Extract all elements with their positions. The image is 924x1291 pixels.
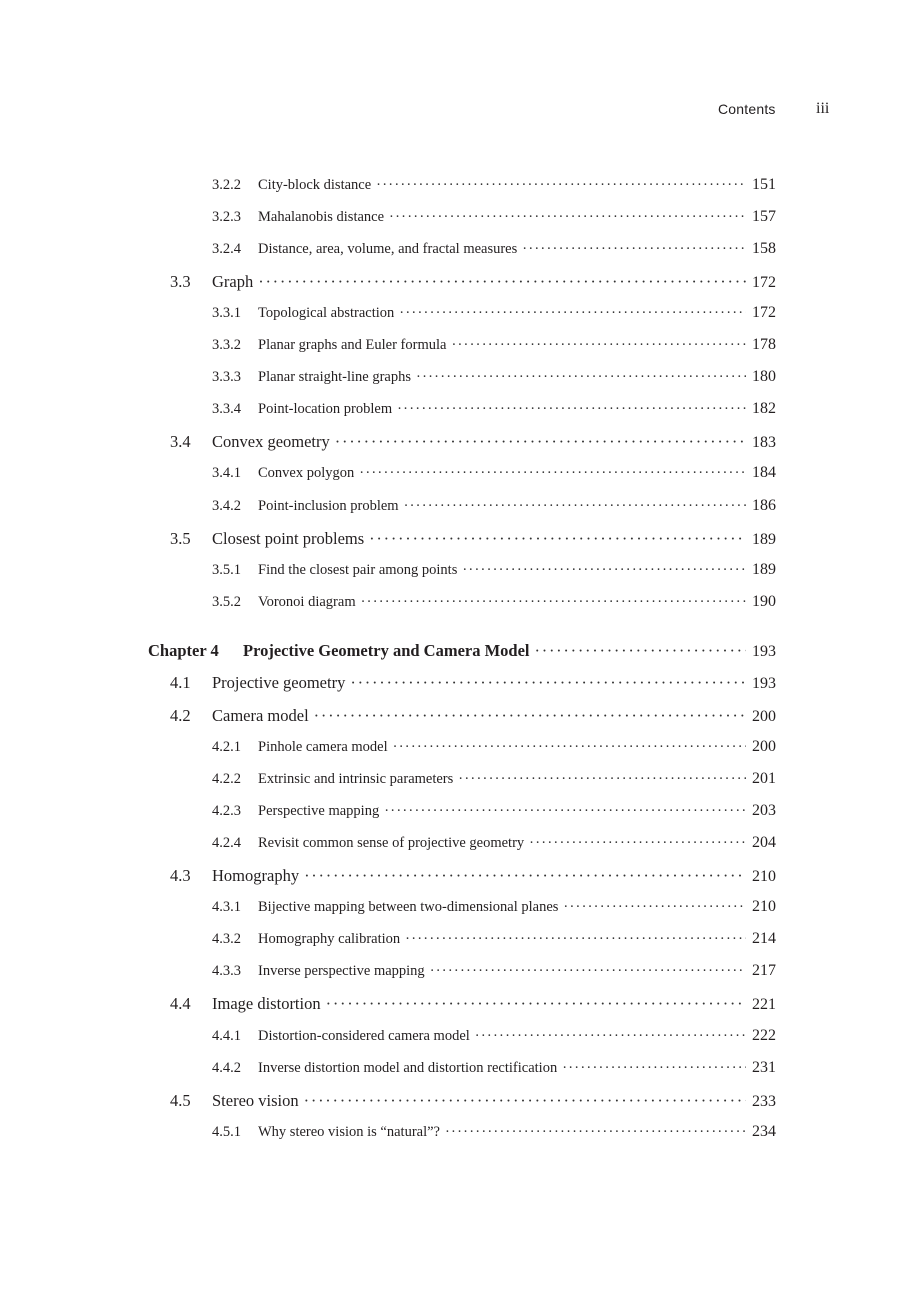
dot-leader: [389, 209, 746, 226]
toc-entry-chap[interactable]: [148, 641, 776, 665]
toc-entry-number: 4.5.1: [212, 1124, 241, 1140]
toc-entry-title: Voronoi diagram: [258, 594, 356, 610]
dot-leader: [535, 641, 746, 661]
toc-entry-sub[interactable]: [212, 497, 776, 521]
toc-entry-sub[interactable]: [212, 738, 776, 762]
toc-entry-page: 184: [752, 464, 776, 481]
toc-entry-title: Distortion-considered camera model: [258, 1028, 470, 1044]
toc-entry-sub[interactable]: [212, 176, 776, 200]
toc-entry-sub[interactable]: [212, 834, 776, 858]
toc-entry-number: 3.5: [170, 529, 191, 548]
toc-entry-title: Point-location problem: [258, 401, 393, 417]
toc-entry-page: 172: [752, 274, 776, 291]
toc-entry-page: 151: [752, 176, 776, 193]
toc-entry-page: 200: [752, 708, 776, 725]
toc-entry-title: Why stereo vision is “natural”?: [258, 1124, 440, 1140]
toc-entry-number: 4.4.2: [212, 1060, 241, 1076]
toc-entry-sec[interactable]: [170, 432, 776, 456]
toc-entry-sub[interactable]: [212, 1059, 776, 1083]
toc-entry-number: 3.4.1: [212, 465, 241, 481]
toc-entry-title: City-block distance: [258, 177, 372, 193]
dot-leader: [451, 337, 746, 354]
toc-entry-number: 3.5.1: [212, 562, 241, 578]
toc-entry-page: 178: [752, 336, 776, 353]
toc-entry-sub[interactable]: [212, 240, 776, 264]
toc-entry-title: Inverse perspective mapping: [258, 963, 425, 979]
toc-entry-title: Projective geometry: [212, 673, 346, 692]
toc-entry-sub[interactable]: [212, 593, 776, 617]
toc-entry-number: 3.3.2: [212, 337, 241, 353]
toc-entry-number: 4.2.3: [212, 803, 241, 819]
toc-entry-sub[interactable]: [212, 898, 776, 922]
dot-leader: [397, 401, 746, 418]
toc-entry-page: 189: [752, 531, 776, 548]
toc-entry-page: 172: [752, 304, 776, 321]
toc-entry-sub[interactable]: [212, 1027, 776, 1051]
toc-entry-title: Pinhole camera model: [258, 739, 388, 755]
toc-entry-number: 4.3.3: [212, 963, 241, 979]
toc-entry-page: 183: [752, 434, 776, 451]
toc-entry-number: 4.4: [170, 994, 191, 1013]
toc-entry-number: 3.4: [170, 432, 191, 451]
toc-entry-sec[interactable]: [170, 272, 776, 296]
toc-entry-sec[interactable]: [170, 994, 776, 1018]
toc-entry-number: 4.3.1: [212, 899, 241, 915]
toc-entry-page: 193: [752, 643, 776, 660]
toc-entry-number: 3.2.2: [212, 177, 241, 193]
toc-entry-sub[interactable]: [212, 464, 776, 488]
toc-entry-page: 203: [752, 802, 776, 819]
toc-entry-title: Perspective mapping: [258, 803, 380, 819]
toc-entry-page: 193: [752, 675, 776, 692]
toc-entry-number: 4.4.1: [212, 1028, 241, 1044]
page-number: iii: [816, 100, 830, 117]
dot-leader: [405, 931, 746, 948]
dot-leader: [314, 706, 746, 726]
toc-entry-title: Topological abstraction: [258, 305, 395, 321]
toc-entry-title: Stereo vision: [212, 1091, 299, 1110]
dot-leader: [384, 803, 746, 820]
toc-entry-number: Chapter 4: [148, 641, 219, 660]
dot-leader: [326, 994, 746, 1014]
toc-entry-number: 3.3.4: [212, 401, 241, 417]
toc-entry-page: 210: [752, 868, 776, 885]
dot-leader: [399, 305, 746, 322]
toc-entry-number: 4.5: [170, 1091, 191, 1110]
toc-entry-sec[interactable]: [170, 1091, 776, 1115]
toc-entry-number: 3.3.3: [212, 369, 241, 385]
toc-entry-number: 4.2.1: [212, 739, 241, 755]
toc-entry-page: 180: [752, 368, 776, 385]
toc-entry-title: Planar straight-line graphs: [258, 369, 412, 385]
toc-entry-page: 210: [752, 898, 776, 915]
toc-entry-sub[interactable]: [212, 930, 776, 954]
dot-leader: [416, 369, 746, 386]
toc-entry-title: Find the closest pair among points: [258, 562, 458, 578]
dot-leader: [430, 963, 746, 980]
dot-leader: [304, 866, 746, 886]
toc-entry-page: 217: [752, 962, 776, 979]
toc-entry-sec[interactable]: [170, 866, 776, 890]
toc-entry-title: Revisit common sense of projective geometry: [258, 835, 525, 851]
dot-leader: [458, 771, 746, 788]
toc-entry-page: 204: [752, 834, 776, 851]
toc-entry-number: 4.2.2: [212, 771, 241, 787]
dot-leader: [563, 899, 746, 916]
dot-leader: [562, 1060, 746, 1077]
toc-entry-title: Homography calibration: [258, 931, 401, 947]
toc-entry-title: Inverse distortion model and distortion rectification: [258, 1060, 558, 1076]
toc-entry-title: Mahalanobis distance: [258, 209, 385, 225]
toc-entry-number: 4.3.2: [212, 931, 241, 947]
toc-entry-sub[interactable]: [212, 368, 776, 392]
toc-entry-title: Graph: [212, 272, 254, 291]
toc-entry-sub[interactable]: [212, 962, 776, 986]
toc-entry-sec[interactable]: [170, 673, 776, 697]
toc-entry-title: Image distortion: [212, 994, 321, 1013]
toc-entry-number: 4.2.4: [212, 835, 241, 851]
toc-entry-sub[interactable]: [212, 802, 776, 826]
toc-entry-page: 157: [752, 208, 776, 225]
toc-entry-page: 190: [752, 593, 776, 610]
dot-leader: [359, 465, 746, 482]
toc-entry-page: 200: [752, 738, 776, 755]
toc-entry-page: 189: [752, 561, 776, 578]
toc-entry-sub[interactable]: [212, 336, 776, 360]
toc-entry-page: 222: [752, 1027, 776, 1044]
dot-leader: [529, 835, 746, 852]
dot-leader: [335, 432, 746, 452]
toc-entry-title: Extrinsic and intrinsic parameters: [258, 771, 454, 787]
toc-entry-sub[interactable]: [212, 770, 776, 794]
dot-leader: [445, 1124, 746, 1141]
toc-entry-number: 3.3.1: [212, 305, 241, 321]
toc-entry-number: 3.3: [170, 272, 191, 291]
toc-entry-number: 4.1: [170, 673, 191, 692]
toc-entry-sub[interactable]: [212, 1123, 776, 1147]
toc-entry-sec[interactable]: [170, 529, 776, 553]
toc-entry-page: 234: [752, 1123, 776, 1140]
toc-entry-number: 3.2.3: [212, 209, 241, 225]
toc-entry-number: 3.4.2: [212, 498, 241, 514]
toc-entry-page: 182: [752, 400, 776, 417]
toc-entry-page: 214: [752, 930, 776, 947]
toc-entry-page: 186: [752, 497, 776, 514]
dot-leader: [361, 594, 746, 611]
dot-leader: [304, 1091, 746, 1111]
toc-entry-number: 4.2: [170, 706, 191, 725]
dot-leader: [393, 739, 746, 756]
toc-entry-sub[interactable]: [212, 304, 776, 328]
toc-entry-sub[interactable]: [212, 400, 776, 424]
toc-entry-number: 3.2.4: [212, 241, 241, 257]
dot-leader: [404, 498, 746, 515]
toc-entry-page: 233: [752, 1093, 776, 1110]
toc-entry-sub[interactable]: [212, 208, 776, 232]
dot-leader: [350, 673, 746, 693]
toc-entry-number: 3.5.2: [212, 594, 241, 610]
toc-entry-title: Convex polygon: [258, 465, 355, 481]
dot-leader: [475, 1028, 746, 1045]
toc-entry-page: 201: [752, 770, 776, 787]
toc-entry-title: Projective Geometry and Camera Model: [243, 641, 530, 660]
toc-entry-title: Closest point problems: [212, 529, 365, 548]
toc-entry-title: Convex geometry: [212, 432, 330, 451]
dot-leader: [522, 241, 746, 258]
toc-entry-number: 4.3: [170, 866, 191, 885]
dot-leader: [369, 529, 746, 549]
toc-entry-sub[interactable]: [212, 561, 776, 585]
toc-entry-title: Point-inclusion problem: [258, 498, 399, 514]
toc-entry-page: 231: [752, 1059, 776, 1076]
toc-entry-title: Planar graphs and Euler formula: [258, 337, 447, 353]
toc-entry-page: 221: [752, 996, 776, 1013]
toc-entry-title: Camera model: [212, 706, 309, 725]
running-header-title: Contents: [718, 101, 776, 117]
dot-leader: [258, 272, 746, 292]
toc-entry-title: Bijective mapping between two-dimensional planes: [258, 899, 559, 915]
toc-entry-title: Homography: [212, 866, 300, 885]
toc-entry-sec[interactable]: [170, 706, 776, 730]
toc-entry-title: Distance, area, volume, and fractal measures: [258, 241, 518, 257]
dot-leader: [462, 562, 746, 579]
toc-entry-page: 158: [752, 240, 776, 257]
dot-leader: [376, 177, 746, 194]
